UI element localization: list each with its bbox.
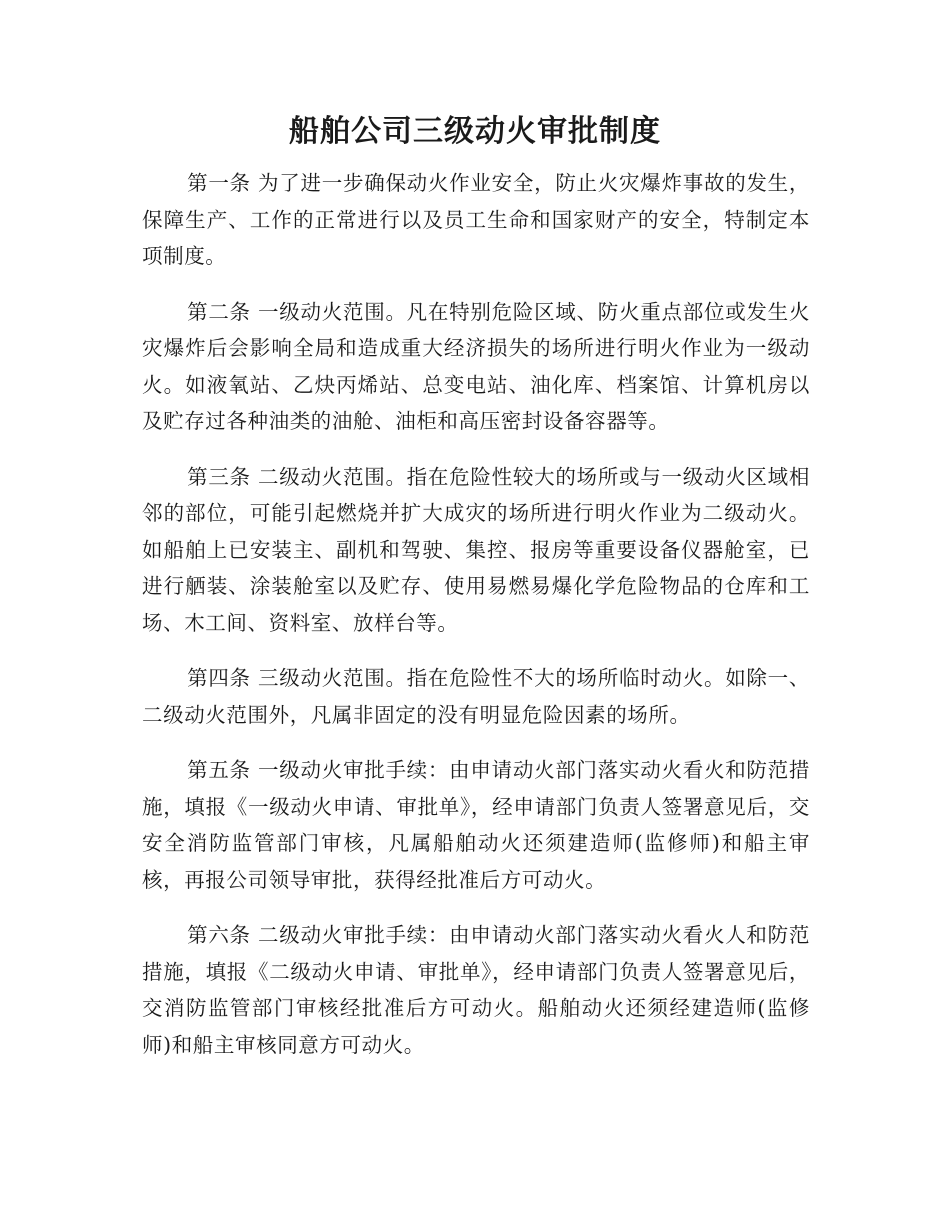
document-title: 船舶公司三级动火审批制度 [289,114,661,149]
article-3-paragraph: 第三条 二级动火范围。指在危险性较大的场所或与一级动火区域相邻的部位，可能引起燃烧并扩大成灾的场所进行明火作业为二级动火。如船舶上已安装主、副机和驾驶、集控、报房等重要设备仪器舱室，已进行舾装、涂装舱室以及贮存、使用易燃易爆化学危险物品的仓库和工场、木工间、资料室、放样台等。 [142,464,810,635]
article-4-paragraph: 第四条 三级动火范围。指在危险性不大的场所临时动火。如除一、二级动火范围外，凡属非固定的没有明显危险因素的场所。 [142,666,810,727]
article-6-paragraph: 第六条 二级动火审批手续：由申请动火部门落实动火看火人和防范措施，填报《二级动火申请、审批单》，经申请部门负责人签署意见后，交消防监管部门审核经批准后方可动火。船舶动火还须经建造师(监修师)和船主审核同意方可动火。 [142,923,810,1057]
document-body [142,165,810,1082]
article-5-paragraph: 第五条 一级动火审批手续：由申请动火部门落实动火看火和防范措施，填报《一级动火申请、审批单》，经申请部门负责人签署意见后，交安全消防监管部门审核，凡属船舶动火还须建造师(监修师)和船主审核，再报公司领导审批，获得经批准后方可动火。 [142,758,810,892]
article-1-paragraph: 第一条 为了进一步确保动火作业安全，防止火灾爆炸事故的发生，保障生产、工作的正常进行以及员工生命和国家财产的安全，特制定本项制度。 [142,171,810,268]
article-2-paragraph: 第二条 一级动火范围。凡在特别危险区域、防火重点部位或发生火灾爆炸后会影响全局和造成重大经济损失的场所进行明火作业为一级动火。如液氧站、乙炔丙烯站、总变电站、油化库、档案馆、计算机房以及贮存过各种油类的油舱、油柜和高压密封设备容器等。 [142,299,810,433]
